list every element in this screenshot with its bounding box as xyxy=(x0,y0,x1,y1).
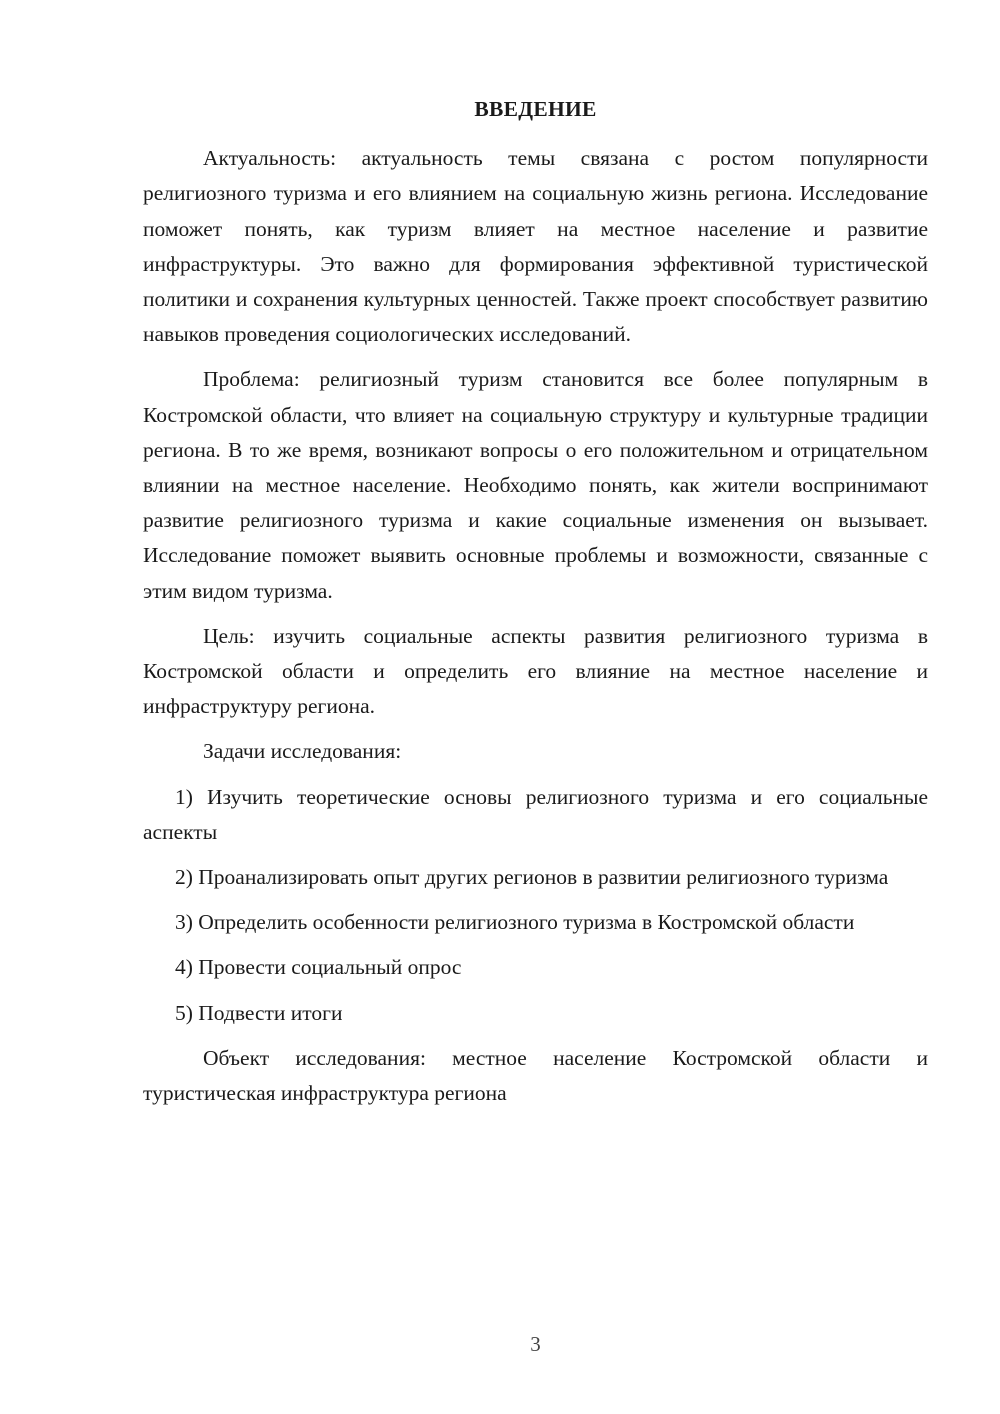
page-number: 3 xyxy=(530,1332,541,1356)
task-item-3: 3) Определить особенности религиозного туризма в Костромской области xyxy=(175,910,855,935)
problem-paragraph: Проблема: религиозный туризм становится все более популярным в Костромской области, что влияет на социальную структуру и культурные традиции региона. В то же время, возникают вопросы о его положительном и отрицательном влиянии на местное население. Необходимо понять, как жители воспринимают развитие религиозного туризма и какие социальные изменения он вызывает. Исследование поможет выявить основные проблемы и возможности, связанные с этим видом туризма. xyxy=(143,367,928,603)
tasks-heading: Задачи исследования: xyxy=(203,739,402,764)
section-title: ВВЕДЕНИЕ xyxy=(474,97,597,121)
task-item-4: 4) Провести социальный опрос xyxy=(175,955,462,980)
task-item-1: 1) Изучить теоретические основы религиозного туризма и его социальные аспекты xyxy=(143,784,928,844)
page-content xyxy=(143,92,928,1111)
goal-paragraph: Цель: изучить социальные аспекты развития религиозного туризма в Костромской области и определить его влияние на местное население и инфраструктуру региона. xyxy=(143,623,928,719)
relevance-paragraph: Актуальность: актуальность темы связана с ростом популярности религиозного туризма и его влиянием на социальную жизнь региона. Исследование поможет понять, как туризм влияет на местное население и развитие инфраструктуры. Это важно для формирования эффективной туристической политики и сохранения культурных ценностей. Также проект способствует развитию навыков проведения социологических исследований. xyxy=(143,146,928,347)
task-item-5: 5) Подвести итоги xyxy=(175,1000,343,1025)
object-paragraph: Объект исследования: местное население Костромской области и туристическая инфраструктура региона xyxy=(143,1045,928,1106)
task-item-2: 2) Проанализировать опыт других регионов в развитии религиозного туризма xyxy=(175,865,889,890)
